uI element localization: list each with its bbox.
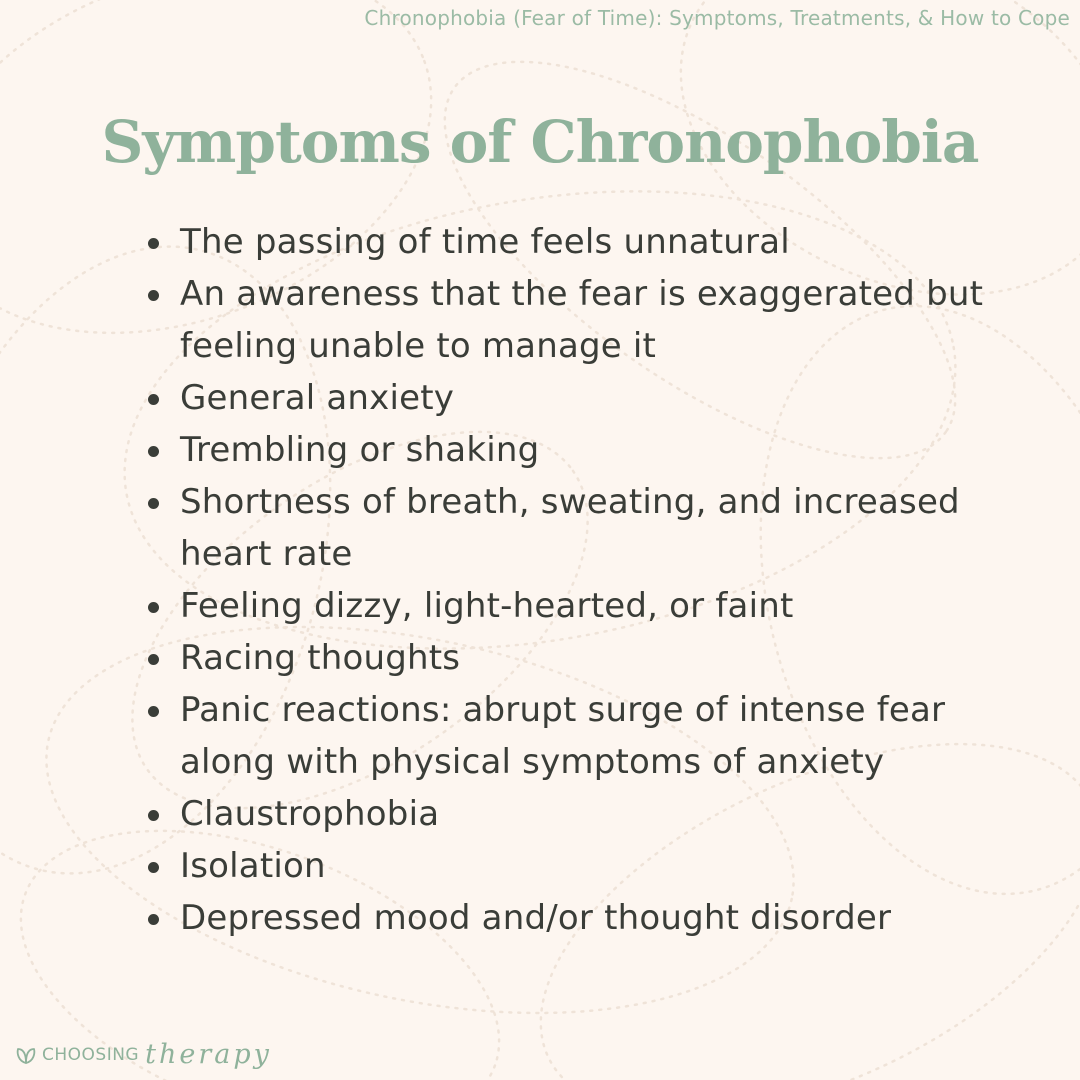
list-item: Feeling dizzy, light-hearted, or faint <box>148 580 988 632</box>
list-item: An awareness that the fear is exaggerated but feeling unable to manage it <box>148 268 988 372</box>
list-item: Claustrophobia <box>148 788 988 840</box>
list-item: General anxiety <box>148 372 988 424</box>
brand-logo <box>14 1039 272 1070</box>
list-item: Shortness of breath, sweating, and increased heart rate <box>148 476 988 580</box>
list-item: Isolation <box>148 840 988 892</box>
page-caption: Chronophobia (Fear of Time): Symptoms, Treatments, & How to Cope <box>364 6 1070 30</box>
list-item: Trembling or shaking <box>148 424 988 476</box>
list-item: Depressed mood and/or thought disorder <box>148 892 988 944</box>
leaf-icon <box>14 1043 38 1067</box>
list-item: Racing thoughts <box>148 632 988 684</box>
brand-word: CHOOSING <box>42 1044 140 1065</box>
list-item: Panic reactions: abrupt surge of intense fear along with physical symptoms of anxiety <box>148 684 988 788</box>
page-title: Symptoms of Chronophobia <box>101 108 979 176</box>
list-item: The passing of time feels unnatural <box>148 216 988 268</box>
brand-script: therapy <box>145 1039 272 1070</box>
symptom-list <box>148 216 988 944</box>
